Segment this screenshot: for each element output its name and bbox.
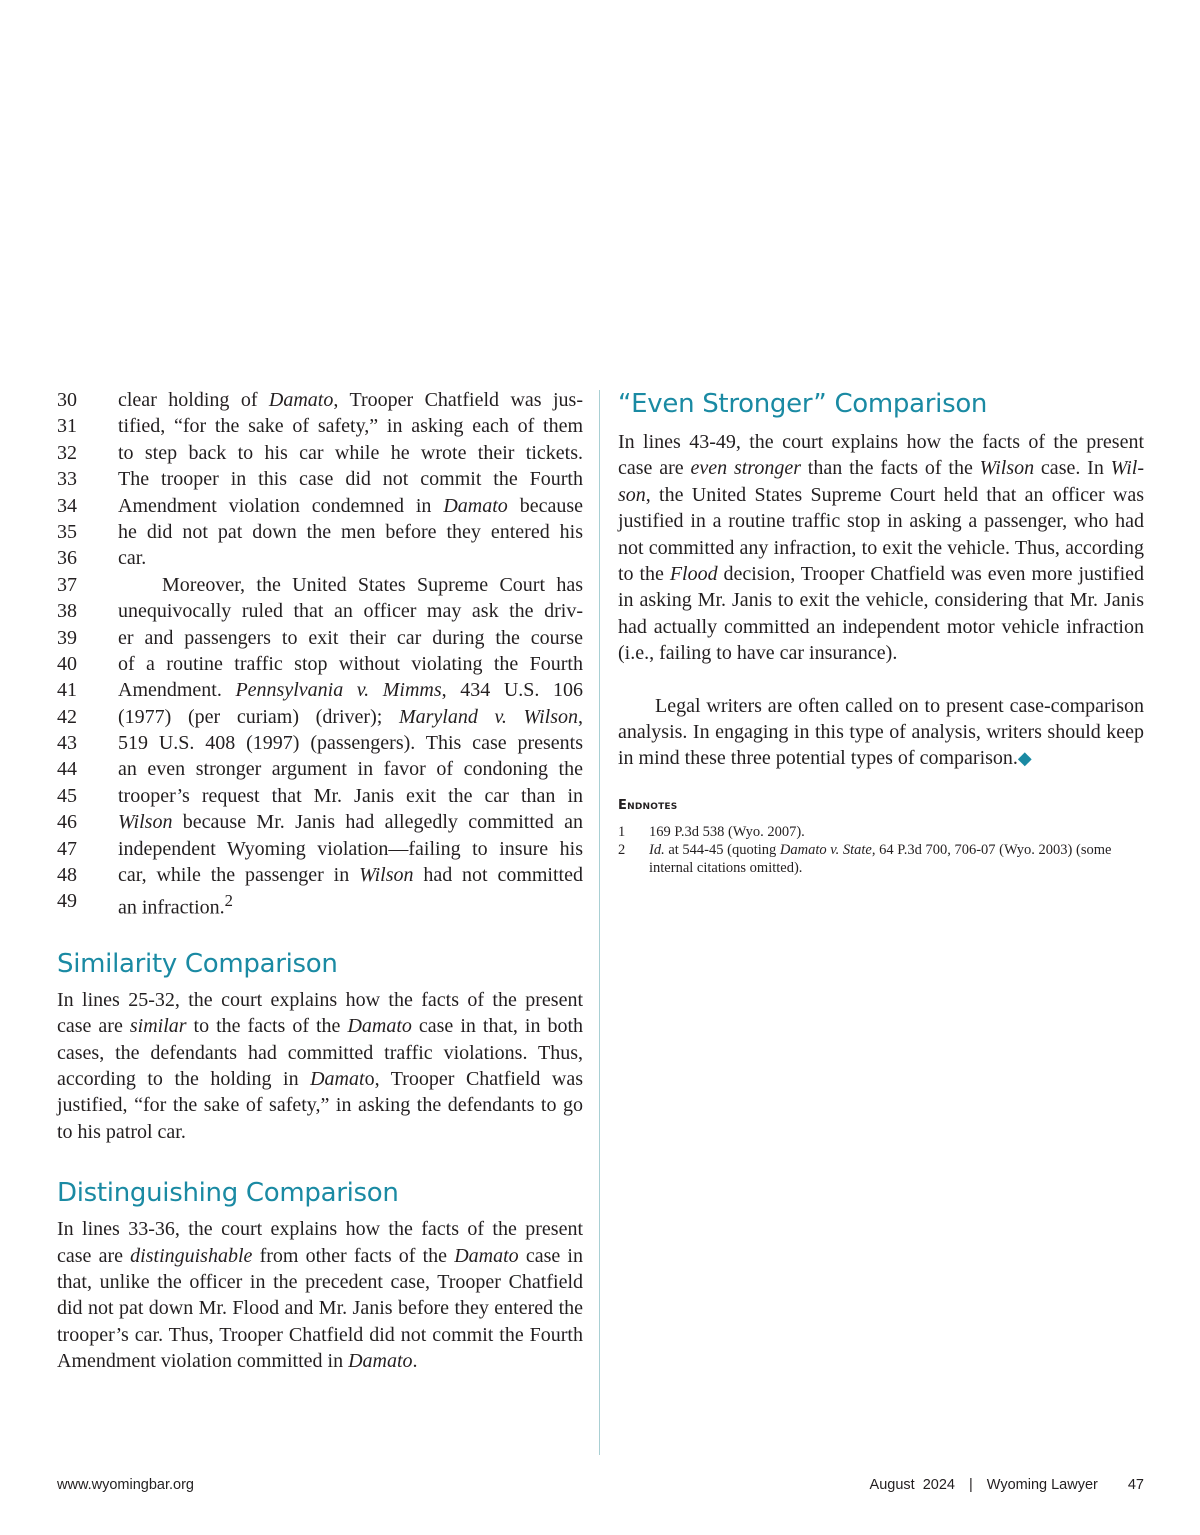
numbered-line <box>57 625 583 651</box>
line-number: 44 <box>57 758 77 781</box>
end-diamond-icon: ◆ <box>1017 748 1032 769</box>
numbered-line <box>57 572 583 598</box>
line-text: an even stronger argument in favor of condoning the <box>118 758 583 781</box>
numbered-case-excerpt <box>57 387 583 920</box>
numbered-line <box>57 677 583 703</box>
endnote-text: 169 P.3d 538 (Wyo. 2007). <box>649 823 805 840</box>
line-text: car. <box>118 547 147 570</box>
left-column <box>57 387 583 1375</box>
numbered-line <box>57 704 583 730</box>
line-number: 43 <box>57 732 77 755</box>
line-number: 33 <box>57 468 77 491</box>
line-number: 34 <box>57 494 77 517</box>
line-number: 46 <box>57 811 77 834</box>
numbered-line <box>57 730 583 756</box>
line-number: 49 <box>57 890 77 913</box>
stronger-body: In lines 43-49, the court explains how the facts of the present case are even stronger than the facts of the Wilson case. In Wilson, the United States Supreme Court held that an officer was justified in a routine traffic stop in asking a passenger, who had not committed any infraction, to exit the vehicle. Thus, according to the Flood decision, Trooper Chatfield was even more justified in asking Mr. Janis to exit the vehicle, considering that Mr. Janis had actually committed an independent motor vehicle infraction (i.e., failing to have car insurance). <box>618 431 1145 665</box>
line-text: independent Wyoming violation—failing to insure his <box>118 837 583 860</box>
line-number: 32 <box>57 441 77 464</box>
similarity-section <box>57 949 583 1145</box>
distinguishing-body: In lines 33-36, the court explains how the facts of the present case are distinguishable from other facts of the Damato case in that, unlike the officer in the precedent case, Trooper Chatfield did not pat down Mr. Flood and Mr. Janis before they entered the trooper’s car. Thus, Trooper Chatfield did not commit the Fourth Amendment violation committed in Damato. <box>57 1218 583 1373</box>
line-text: trooper’s request that Mr. Janis exit the car than in <box>118 784 583 807</box>
numbered-line <box>57 440 583 466</box>
numbered-line <box>57 545 583 571</box>
numbered-line <box>57 862 583 888</box>
footer-separator: | <box>969 1477 973 1493</box>
closing-text: Legal writers are often called on to present case-comparison analysis. In engaging in this type of analysis, writers should keep in mind these three potential types of comparison. <box>618 694 1144 770</box>
closing-paragraph <box>618 693 1144 772</box>
stronger-heading: “Even Stronger” Comparison <box>618 389 988 419</box>
numbered-line <box>57 888 583 920</box>
numbered-line <box>57 598 583 624</box>
line-text: Moreover, the United States Supreme Court has <box>162 573 583 596</box>
line-text: Wilson because Mr. Janis had allegedly committed an <box>118 811 583 834</box>
line-number: 37 <box>57 573 77 596</box>
line-text: The trooper in this case did not commit the Fourth <box>118 468 583 491</box>
endnotes-list <box>618 823 1144 877</box>
footer-date: August 2024 <box>869 1477 955 1493</box>
line-number: 41 <box>57 679 77 702</box>
numbered-line <box>57 651 583 677</box>
numbered-line <box>57 413 583 439</box>
endnote <box>618 841 1144 877</box>
numbered-line <box>57 783 583 809</box>
line-text: tified, “for the sake of safety,” in asking each of them <box>118 415 583 438</box>
distinguishing-heading: Distinguishing Comparison <box>57 1178 399 1209</box>
endnote-number: 2 <box>618 841 626 858</box>
column-divider <box>599 390 600 1455</box>
line-text: unequivocally ruled that an officer may ask the driv- <box>118 600 583 623</box>
line-number: 36 <box>57 547 77 570</box>
line-number: 47 <box>57 837 77 860</box>
distinguishing-section <box>57 1178 583 1374</box>
numbered-line <box>57 756 583 782</box>
numbered-line <box>57 466 583 492</box>
line-text: car, while the passenger in Wilson had not committed <box>118 864 583 887</box>
line-text: clear holding of Damato, Trooper Chatfield was jus- <box>118 389 583 411</box>
similarity-body: In lines 25-32, the court explains how the facts of the present case are similar to the facts of the Damato case in that, in both cases, the defendants had committed traffic violations. Thus, according to the holding in Damato, Trooper Chatfield was justified, “for the sake of safety,” in asking the defendants to go to his patrol car. <box>57 988 584 1143</box>
numbered-line <box>57 493 583 519</box>
numbered-line <box>57 809 583 835</box>
numbered-line <box>57 836 583 862</box>
footer-info <box>870 1477 1144 1493</box>
line-number: 42 <box>57 705 77 728</box>
right-column <box>618 387 1144 877</box>
endnote-text: Id. at 544-45 (quoting Damato v. State, 64 P.3d 700, 706-07 (Wyo. 2003) (some internal citations omitted). <box>649 841 1112 876</box>
line-number: 35 <box>57 520 77 543</box>
endnote-number: 1 <box>618 823 626 840</box>
line-text: Amendment. Pennsylvania v. Mimms, 434 U.S. 106 <box>118 679 583 702</box>
page-number: 47 <box>1127 1477 1144 1493</box>
line-text: er and passengers to exit their car during the course <box>118 626 583 649</box>
numbered-line <box>57 387 583 413</box>
similarity-heading: Similarity Comparison <box>57 948 338 979</box>
line-number: 31 <box>57 415 77 438</box>
numbered-line <box>57 519 583 545</box>
line-number: 48 <box>57 864 77 887</box>
footer-publication: Wyoming Lawyer <box>986 1477 1098 1493</box>
line-number: 45 <box>57 784 77 807</box>
line-text: to step back to his car while he wrote their tickets. <box>118 441 583 464</box>
line-number: 40 <box>57 652 77 675</box>
line-number: 38 <box>57 600 77 623</box>
line-text: he did not pat down the men before they entered his <box>118 520 583 543</box>
line-number: 30 <box>57 389 77 411</box>
line-text: 519 U.S. 408 (1997) (passengers). This case presents <box>118 732 583 755</box>
footer-website: www.wyomingbar.org <box>57 1477 194 1493</box>
line-text: Amendment violation condemned in Damato because <box>118 494 583 517</box>
line-text: (1977) (per curiam) (driver); Maryland v. Wilson, <box>118 705 583 728</box>
endnotes-heading: Endnotes <box>618 797 678 813</box>
line-text: an infraction.$^2$ <box>118 891 233 920</box>
line-text: of a routine traffic stop without violating the Fourth <box>118 652 583 675</box>
line-number: 39 <box>57 626 77 649</box>
endnote <box>618 823 1144 841</box>
